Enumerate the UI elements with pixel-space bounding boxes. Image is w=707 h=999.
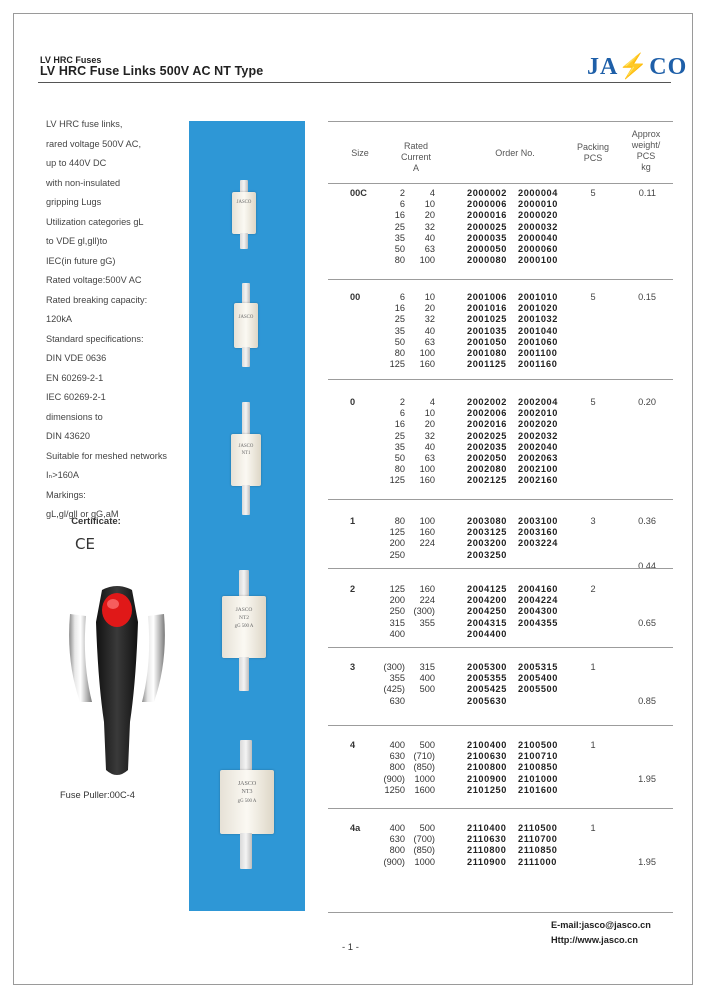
size-cell: 1 <box>350 516 356 526</box>
rated-current-cell: 20 <box>424 419 435 430</box>
header-weight: kg <box>641 162 651 172</box>
order-number-cell: 2001160 <box>518 359 558 370</box>
packing-cell: 3 <box>590 516 596 526</box>
rated-current-cell: 125 <box>389 359 405 370</box>
weight-cell: 1.95 <box>638 856 656 867</box>
fuse-type-text: NT1 <box>241 451 251 456</box>
order-number-cell: 2110630 <box>467 834 507 845</box>
fuse-rating-text: gG 500 A <box>237 799 257 804</box>
fuse-image-00 <box>232 283 260 368</box>
logo-bolt-icon: ⚡ <box>618 54 650 80</box>
description-line: EN 60269-2-1 <box>46 372 104 383</box>
rated-current-cell: 250 <box>389 606 405 617</box>
description-line: Rated voltage:500V AC <box>46 275 142 285</box>
order-number-cell: 2100400 <box>467 740 507 750</box>
size-cell: 4a <box>350 823 361 833</box>
order-number-cell: 2001006 <box>467 292 507 302</box>
group-divider <box>328 568 673 569</box>
packing-cell: 2 <box>590 584 596 594</box>
group-divider <box>328 647 673 648</box>
order-number-cell: 2002100 <box>518 464 558 475</box>
order-number-cell: 2003224 <box>518 538 558 549</box>
weight-cell: 0.20 <box>638 397 656 407</box>
order-number-cell: 2003080 <box>467 516 507 526</box>
header-divider <box>38 82 671 83</box>
description-line: Rated breaking capacity: <box>46 294 148 305</box>
rated-current-cell: 1250 <box>384 784 405 795</box>
rated-current-cell: 80 <box>394 516 405 526</box>
rated-current-cell: 63 <box>424 244 435 254</box>
order-number-cell: 2002040 <box>518 441 558 452</box>
description-line: Suitable for meshed networks <box>46 450 168 461</box>
order-number-cell: 2110500 <box>518 823 558 833</box>
order-number-cell: 2005400 <box>518 673 558 684</box>
rated-current-cell: 80 <box>394 464 405 475</box>
rated-current-cell: 800 <box>389 762 405 773</box>
size-cell: 4 <box>350 740 356 750</box>
header-packing: Packing <box>576 142 610 152</box>
description-line: to VDE gl,gll)to <box>46 236 108 246</box>
page-title: LV HRC Fuse Links 500V AC NT Type <box>40 64 264 78</box>
header-rated-current: A <box>412 163 419 173</box>
order-number-cell: 2000050 <box>467 244 507 254</box>
order-number-cell: 2001020 <box>518 303 558 314</box>
rated-current-cell: 10 <box>424 199 435 210</box>
packing-cell: 5 <box>590 188 596 198</box>
rated-current-cell: 2 <box>399 188 405 198</box>
rated-current-cell: 200 <box>389 595 405 606</box>
group-divider <box>328 912 673 913</box>
rated-current-cell: 63 <box>424 336 435 347</box>
rated-current-cell: 400 <box>389 628 405 639</box>
order-number-cell: 2005630 <box>467 695 507 706</box>
rated-current-cell: 1000 <box>414 773 435 784</box>
order-number-cell: 2100900 <box>467 773 507 784</box>
description-line: gripping Lugs <box>46 197 102 207</box>
order-number-cell: 2110850 <box>518 845 558 856</box>
rated-current-cell: 25 <box>394 314 405 325</box>
fuse-image-3 <box>218 740 276 870</box>
rated-current-cell: 10 <box>424 408 435 419</box>
rated-current-cell: 160 <box>419 475 435 486</box>
rated-current-cell: 1000 <box>414 856 435 867</box>
order-number-cell: 2003200 <box>467 538 507 549</box>
order-number-cell: 2000080 <box>467 255 507 266</box>
order-number-cell: 2005300 <box>467 662 507 672</box>
rated-current-cell: 25 <box>394 430 405 441</box>
rated-current-cell: 32 <box>424 430 435 441</box>
order-number-cell: 2111000 <box>518 856 557 867</box>
order-number-cell: 2005355 <box>467 673 507 684</box>
header-order-no: Order No. <box>495 148 535 158</box>
rated-current-cell: 800 <box>389 845 405 856</box>
order-number-cell: 2004355 <box>518 617 558 628</box>
order-number-cell: 2004315 <box>467 617 507 628</box>
header-weight: Approx <box>631 129 661 139</box>
rated-current-cell: 125 <box>389 475 405 486</box>
rated-current-cell: (700) <box>413 834 435 845</box>
table-header-rule <box>328 183 673 184</box>
fuse-image-0 <box>229 402 263 517</box>
order-number-cell: 2100710 <box>518 751 558 762</box>
weight-cell: 0.44 <box>638 560 656 571</box>
description-line: LV HRC fuse links, <box>46 119 123 129</box>
contact-email: E-mail:jasco@jasco.cn <box>551 920 651 930</box>
description-line: DIN VDE 0636 <box>46 353 107 363</box>
weight-cell: 0.11 <box>638 188 656 198</box>
order-number-cell: 2002063 <box>518 453 558 463</box>
header-rated-current: Rated <box>403 141 429 151</box>
order-number-cell: 2001100 <box>518 348 558 358</box>
rated-current-cell: 200 <box>389 538 405 549</box>
order-number-cell: 2005500 <box>518 684 558 695</box>
rated-current-cell: (850) <box>413 762 435 773</box>
certificate-label: Certificate: <box>71 516 121 527</box>
description-line: Utilization categories gL <box>46 216 144 227</box>
order-number-cell: 2001040 <box>518 325 558 336</box>
rated-current-cell: (900) <box>383 773 405 784</box>
order-number-cell: 2001050 <box>467 336 507 347</box>
rated-current-cell: (900) <box>383 856 405 867</box>
order-number-cell: 2003160 <box>518 527 558 538</box>
rated-current-cell: 1600 <box>414 784 435 795</box>
group-divider <box>328 379 673 380</box>
rated-current-cell: 125 <box>389 527 405 538</box>
packing-cell: 1 <box>590 823 596 833</box>
order-number-cell: 2002002 <box>467 397 507 407</box>
fuse-brand-text: JASCO <box>236 200 252 205</box>
product-description <box>46 115 191 525</box>
rated-current-cell: 25 <box>394 221 405 232</box>
order-number-cell: 2000060 <box>518 244 558 254</box>
order-number-cell: 2110700 <box>518 834 558 845</box>
rated-current-cell: 100 <box>419 255 435 266</box>
order-number-cell: 2005425 <box>467 684 507 695</box>
order-number-cell: 2110900 <box>467 856 507 867</box>
order-number-cell: 2001080 <box>467 348 507 358</box>
order-number-cell: 2001035 <box>467 325 507 336</box>
group-divider <box>328 725 673 726</box>
order-number-cell: 2002006 <box>467 408 507 419</box>
rated-current-cell: 500 <box>419 823 435 833</box>
rated-current-cell: (300) <box>413 606 435 617</box>
order-number-cell: 2002020 <box>518 419 558 430</box>
table-top-rule <box>328 121 673 122</box>
rated-current-cell: 160 <box>419 359 435 370</box>
order-number-cell: 2002125 <box>467 475 507 486</box>
rated-current-cell: 10 <box>424 292 435 302</box>
weight-cell: 0.65 <box>638 617 656 628</box>
rated-current-cell: 630 <box>389 834 405 845</box>
rated-current-cell: 6 <box>399 292 405 302</box>
header-packing: PCS <box>583 153 603 163</box>
order-number-cell: 2000010 <box>518 199 558 210</box>
group-divider <box>328 499 673 500</box>
fuse-image-2 <box>220 570 268 692</box>
fuse-rating-text: gG 500 A <box>234 624 254 629</box>
rated-current-cell: 355 <box>419 617 435 628</box>
order-number-cell: 2000032 <box>518 221 558 232</box>
rated-current-cell: 125 <box>389 584 405 594</box>
description-line: DIN 43620 <box>46 431 90 441</box>
order-number-cell: 2004200 <box>467 595 507 606</box>
order-number-cell: 2100800 <box>467 762 507 773</box>
order-number-cell: 2000025 <box>467 221 507 232</box>
description-line: up to 440V DC <box>46 158 107 168</box>
rated-current-cell: 160 <box>419 527 435 538</box>
fuse-puller-label: Fuse Puller:00C-4 <box>60 790 135 800</box>
order-number-cell: 2003250 <box>467 549 507 560</box>
size-cell: 00C <box>350 188 367 198</box>
logo-text-right: CO <box>649 54 688 80</box>
order-number-cell: 2002004 <box>518 397 558 407</box>
rated-current-cell: 6 <box>399 199 405 210</box>
rated-current-cell: 100 <box>419 348 435 358</box>
contact-website: Http://www.jasco.cn <box>551 935 638 945</box>
rated-current-cell: 35 <box>394 325 405 336</box>
order-number-cell: 2004224 <box>518 595 558 606</box>
rated-current-cell: 315 <box>389 617 405 628</box>
order-number-cell: 2101000 <box>518 773 558 784</box>
rated-current-cell: (710) <box>413 751 435 762</box>
order-number-cell: 2002035 <box>467 441 507 452</box>
rated-current-cell: 224 <box>419 595 435 606</box>
rated-current-cell: 32 <box>424 221 435 232</box>
size-cell: 3 <box>350 662 356 672</box>
description-line: IEC(in future gG) <box>46 255 116 266</box>
order-number-cell: 2100850 <box>518 762 558 773</box>
order-number-cell: 2000004 <box>518 188 558 198</box>
order-number-cell: 2000100 <box>518 255 558 266</box>
order-number-cell: 2000002 <box>467 188 507 198</box>
order-number-cell: 2004300 <box>518 606 558 617</box>
order-number-cell: 2000035 <box>467 232 507 243</box>
fuse-image-00c <box>229 180 259 250</box>
rated-current-cell: 32 <box>424 314 435 325</box>
rated-current-cell: 2 <box>399 397 405 407</box>
packing-cell: 5 <box>590 397 596 407</box>
description-line: Iₙ>160A <box>46 470 80 480</box>
order-number-cell: 2000006 <box>467 199 507 210</box>
packing-cell: 1 <box>590 740 596 750</box>
fuse-puller-image <box>62 582 172 782</box>
description-line: IEC 60269-2-1 <box>46 392 106 402</box>
fuse-type-text: NT2 <box>238 615 250 621</box>
description-line: Standard specifications: <box>46 333 144 344</box>
rated-current-cell: (850) <box>413 845 435 856</box>
rated-current-cell: 250 <box>389 549 405 560</box>
group-divider <box>328 279 673 280</box>
rated-current-cell: 40 <box>424 232 435 243</box>
order-number-cell: 2001060 <box>518 336 558 347</box>
rated-current-cell: 16 <box>394 210 405 221</box>
order-number-cell: 2001016 <box>467 303 507 314</box>
description-line: rared voltage 500V AC, <box>46 138 141 149</box>
rated-current-cell: 50 <box>394 336 405 347</box>
rated-current-cell: (300) <box>383 662 405 672</box>
size-cell: 00 <box>350 292 361 302</box>
rated-current-cell: 40 <box>424 325 435 336</box>
order-number-cell: 2100500 <box>518 740 558 750</box>
fuse-brand-text: JASCO <box>237 781 257 787</box>
rated-current-cell: 20 <box>424 210 435 221</box>
weight-cell: 0.85 <box>638 695 656 706</box>
weight-cell: 0.15 <box>638 292 656 302</box>
order-number-cell: 2100630 <box>467 751 507 762</box>
rated-current-cell: 355 <box>389 673 405 684</box>
order-number-cell: 2002160 <box>518 475 558 486</box>
order-number-cell: 2002080 <box>467 464 507 475</box>
rated-current-cell: 400 <box>419 673 435 684</box>
rated-current-cell: 6 <box>399 408 405 419</box>
rated-current-cell: 50 <box>394 244 405 254</box>
order-number-cell: 2101250 <box>467 784 507 795</box>
order-number-cell: 2001032 <box>518 314 558 325</box>
order-number-cell: 2002050 <box>467 453 507 463</box>
rated-current-cell: 100 <box>419 464 435 475</box>
weight-cell: 0.36 <box>638 516 656 526</box>
rated-current-cell: 400 <box>389 740 405 750</box>
order-number-cell: 2110800 <box>467 845 507 856</box>
group-divider <box>328 808 673 809</box>
order-number-cell: 2005315 <box>518 662 558 672</box>
jasco-logo <box>587 52 688 80</box>
rated-current-cell: 63 <box>424 453 435 463</box>
order-number-cell: 2002016 <box>467 419 507 430</box>
description-line: with non-insulated <box>46 177 121 188</box>
ce-mark: CE <box>75 535 95 553</box>
logo-text-left: JA <box>587 54 619 80</box>
header-weight: weight/ <box>631 140 661 150</box>
order-number-cell: 2001125 <box>467 359 507 370</box>
order-number-cell: 2004250 <box>467 606 507 617</box>
rated-current-cell: 500 <box>419 740 435 750</box>
size-cell: 2 <box>350 584 356 594</box>
order-number-cell: 2004160 <box>518 584 558 594</box>
description-line: 120kA <box>46 314 73 324</box>
rated-current-cell: 35 <box>394 232 405 243</box>
rated-current-cell: 20 <box>424 303 435 314</box>
rated-current-cell: 100 <box>419 516 435 526</box>
header-weight: PCS <box>636 151 656 161</box>
fuse-brand-text: JASCO <box>238 444 254 449</box>
order-number-cell: 2001010 <box>518 292 558 302</box>
rated-current-cell: 40 <box>424 441 435 452</box>
order-number-cell: 2002025 <box>467 430 507 441</box>
order-number-cell: 2004400 <box>467 628 507 639</box>
rated-current-cell: 50 <box>394 453 405 463</box>
rated-current-cell: 160 <box>419 584 435 594</box>
rated-current-cell: 16 <box>394 303 405 314</box>
description-line: Markings: <box>46 489 86 500</box>
order-number-cell: 2000016 <box>467 210 507 221</box>
fuse-brand-text: JASCO <box>238 315 254 320</box>
order-number-cell: 2003100 <box>518 516 558 526</box>
rated-current-cell: 4 <box>429 397 435 407</box>
order-number-cell: 2004125 <box>467 584 507 594</box>
order-number-cell: 2003125 <box>467 527 507 538</box>
rated-current-cell: 80 <box>394 348 405 358</box>
order-number-cell: 2101600 <box>518 784 558 795</box>
header-category: LV HRC Fuses <box>40 55 102 65</box>
rated-current-cell: 500 <box>419 684 435 695</box>
packing-cell: 5 <box>590 292 596 302</box>
rated-current-cell: 16 <box>394 419 405 430</box>
fuse-brand-text: JASCO <box>235 607 253 613</box>
description-line: dimensions to <box>46 411 103 422</box>
rated-current-cell: (425) <box>383 684 405 695</box>
fuse-type-text: NT3 <box>241 789 253 795</box>
rated-current-cell: 400 <box>389 823 405 833</box>
order-number-cell: 2002010 <box>518 408 558 419</box>
rated-current-cell: 630 <box>389 751 405 762</box>
header-rated-current: Current <box>400 152 431 162</box>
packing-cell: 1 <box>590 662 596 672</box>
description-line: gL,gl/gll or gG,aM <box>46 509 119 519</box>
order-number-cell: 2002032 <box>518 430 558 441</box>
rated-current-cell: 4 <box>429 188 435 198</box>
order-number-cell: 2000020 <box>518 210 558 221</box>
header-size: Size <box>351 148 369 158</box>
rated-current-cell: 224 <box>419 538 435 549</box>
order-number-cell: 2000040 <box>518 232 558 243</box>
rated-current-cell: 630 <box>389 695 405 706</box>
rated-current-cell: 80 <box>394 255 405 266</box>
weight-cell: 1.95 <box>638 773 656 784</box>
page-number: - 1 - <box>342 942 359 953</box>
order-number-cell: 2110400 <box>467 823 507 833</box>
rated-current-cell: 315 <box>419 662 435 672</box>
rated-current-cell: 35 <box>394 441 405 452</box>
size-cell: 0 <box>350 397 356 407</box>
order-number-cell: 2001025 <box>467 314 507 325</box>
